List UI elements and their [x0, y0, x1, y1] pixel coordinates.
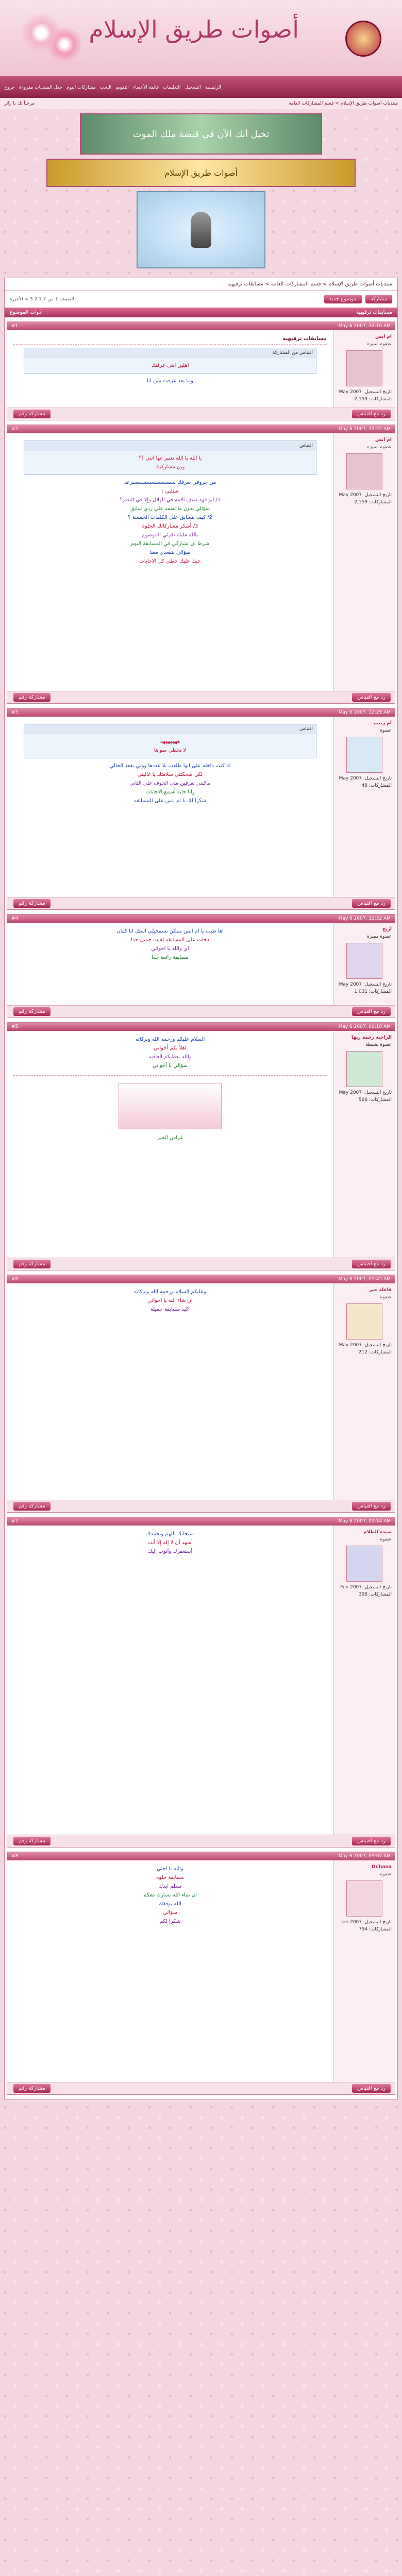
- quote-body: [24, 358, 316, 373]
- post-body: [7, 433, 395, 691]
- post-body: [7, 1031, 395, 1258]
- nav-link[interactable]: مشاركات اليوم: [66, 85, 96, 90]
- signature-text: غراس الخير: [157, 1135, 183, 1141]
- quote-reply-button[interactable]: رد مع اقتباس: [352, 1260, 391, 1268]
- post-line: 2/ كيف نتسابق على الكلمات الخمسة ؟: [127, 515, 212, 521]
- post-body: [7, 330, 395, 408]
- post-number[interactable]: #2: [11, 427, 19, 432]
- quote-box: [24, 348, 316, 374]
- post-line: تسلم ايدك: [159, 1884, 181, 1889]
- avatar: [346, 1051, 382, 1087]
- banner-death[interactable]: [80, 113, 322, 155]
- thread-title-bar: [5, 308, 397, 317]
- quote-header: اقتباس: [24, 724, 316, 734]
- post: [7, 1022, 395, 1270]
- user-meta: تاريخ التسجيل: May 2007: [339, 1342, 392, 1348]
- post-footer: [7, 408, 395, 420]
- post: [7, 321, 395, 420]
- quote-reply-button[interactable]: رد مع اقتباس: [352, 1837, 391, 1845]
- user-meta: المشاركات: 398: [358, 1592, 392, 1598]
- username[interactable]: الراجية رحمة ربها: [351, 1035, 392, 1040]
- post-date: May 6 2007, 01:10 AM: [338, 1024, 391, 1029]
- quote-line: لا تحطي سواها: [154, 748, 187, 754]
- post-line: أستغفرك وأتوب إليك: [147, 1549, 193, 1554]
- breadcrumb-path[interactable]: منتديات أصوات طريق الإسلام > قسم المشاركات العامة > مسابقات ترفيهية: [227, 281, 392, 287]
- banner-death-text: تخيل أنك الآن في قبضة ملك الموت: [132, 128, 270, 140]
- user-meta: تاريخ التسجيل: May 2007: [339, 389, 392, 395]
- post-footer: [7, 1500, 395, 1512]
- quote-line: هههههههه: [160, 739, 180, 745]
- post-content: [7, 433, 333, 691]
- post-line: وعليكم السلام ورحمة الله وبركاته: [134, 1289, 206, 1295]
- post-text: [13, 377, 327, 385]
- post-date: May 6 2007, 03:07 AM: [338, 1854, 391, 1859]
- avatar: [346, 943, 382, 979]
- post-number[interactable]: #5: [11, 1024, 19, 1029]
- post-header: [7, 1023, 395, 1031]
- post-line: اي والله يا اخواتي: [151, 946, 189, 952]
- username[interactable]: فاعلة خير: [369, 1287, 392, 1293]
- microphone-icon: [191, 212, 211, 248]
- nav-link[interactable]: قائمة الأعضاء: [132, 85, 159, 90]
- quote-body: [24, 451, 316, 474]
- post-date: May 6 2007, 02:14 AM: [338, 1519, 391, 1524]
- post-line: من حروفي نعرفك بسسسسسسسسسرعه: [124, 480, 216, 486]
- post: [7, 1852, 395, 2095]
- user-meta: تاريخ التسجيل: Jan 2007: [341, 1919, 392, 1925]
- post-line: سؤالي يا أخواتي: [153, 1063, 188, 1069]
- post-line: شرط ان تشاركي في المسابقة اليوم: [131, 541, 209, 547]
- avatar: [346, 453, 382, 489]
- post-header: [7, 425, 395, 433]
- post-line: ان شاء الله يا اخواتي: [147, 1298, 193, 1303]
- post-line: السلام عليكم ورحمة الله وبركاته: [135, 1037, 205, 1042]
- post: [7, 1517, 395, 1848]
- user-role: عضوة مميزة: [367, 445, 392, 450]
- site-emblem-icon[interactable]: [345, 21, 381, 57]
- post: [7, 708, 395, 910]
- user-meta: المشاركات: 2,159: [354, 500, 392, 505]
- user-role: عضوة نشيطة: [365, 1042, 392, 1048]
- post-line: 1/ ابو فهد ضيف الامة في الهلال وإلا في النصر؟: [119, 497, 221, 503]
- post-date: May 6 2007, 12:32 AM: [338, 916, 391, 921]
- post-line: مسابقة رائعة جدا: [152, 955, 189, 960]
- top-navbar: [0, 77, 402, 98]
- nav-link[interactable]: الرئيسية: [205, 85, 221, 90]
- signature: [13, 1075, 327, 1142]
- user-info: [333, 330, 395, 408]
- post-line: والله يعطيكم العافية: [148, 1054, 192, 1060]
- user-info: [333, 717, 395, 897]
- breadcrumb: [5, 278, 397, 291]
- nav-link[interactable]: التعليمات: [163, 85, 181, 90]
- thread-tools[interactable]: أدوات الموضوع: [10, 310, 43, 315]
- post-line: سؤالي بتقعدي معنا: [149, 550, 191, 556]
- post-text: [13, 761, 327, 805]
- post-title: مسابقات ترفيهية: [13, 334, 327, 345]
- post-date: May 6 2007, 12:29 AM: [338, 710, 391, 715]
- post-line: ان شاء الله نشارك معكم: [143, 1892, 197, 1898]
- user-meta: المشاركات: 48: [361, 783, 392, 789]
- post-link-button[interactable]: مشاركة رقم: [13, 410, 51, 418]
- post-line: وانا بعد عرفت مين انا: [147, 378, 193, 384]
- post-line: أشهد أن لا إله إلا أنت: [147, 1540, 193, 1546]
- post-line: حبك عليك حطي كل الاجابات: [139, 558, 201, 565]
- post-line: 3/ أشكر مشاركاتك الحلوة: [142, 523, 198, 530]
- posts-list: [5, 321, 397, 2095]
- quote-line: يا الله يا الله تعتبر انها انتي ؟؟: [138, 455, 202, 462]
- user-meta: تاريخ التسجيل: May 2007: [339, 981, 392, 987]
- post: [7, 914, 395, 1018]
- post-line: انا كنت داخله على انها طلعت بلا عددها ووتي بقعد الحالي: [109, 763, 231, 769]
- banner-sounds[interactable]: [46, 159, 356, 187]
- post-line: شكرا لك يا ام انس على المسابقة: [133, 798, 207, 804]
- avatar: [346, 350, 382, 386]
- signature-image: [119, 1083, 222, 1129]
- user-meta: المشاركات: 212: [358, 1350, 392, 1355]
- nav-link[interactable]: البحث: [99, 85, 112, 90]
- post-text: [13, 927, 327, 962]
- post-link-button[interactable]: مشاركة رقم: [13, 1502, 51, 1511]
- top-strip: [0, 98, 402, 109]
- post-footer: [7, 897, 395, 909]
- post-content: [7, 717, 333, 897]
- post-text: [13, 1035, 327, 1070]
- post-link-button[interactable]: مشاركة رقم: [13, 693, 51, 702]
- user-info: [333, 1526, 395, 1835]
- nav-link[interactable]: جعل المنتديات مقروءة: [19, 85, 63, 90]
- post-text: [13, 1287, 327, 1314]
- post-link-button[interactable]: مشاركة رقم: [13, 2084, 51, 2093]
- post-content: [7, 1860, 333, 2082]
- post-header: [7, 322, 395, 330]
- quote-box: [24, 724, 316, 758]
- user-meta: تاريخ التسجيل: May 2007: [339, 775, 392, 781]
- post-date: May 6 2007, 01:45 AM: [338, 1277, 391, 1282]
- post-text: [13, 1530, 327, 1556]
- user-meta: المشاركات: 754: [358, 1927, 392, 1933]
- user-meta: تاريخ التسجيل: May 2007: [339, 1090, 392, 1095]
- post-text: [13, 1865, 327, 1926]
- avatar: [346, 737, 382, 773]
- post-content: [7, 330, 333, 408]
- banner-mic[interactable]: [137, 191, 265, 268]
- post-header: [7, 1852, 395, 1860]
- post-body: [7, 1526, 395, 1835]
- post-header: [7, 1517, 395, 1526]
- post-line: سؤالي: [163, 1910, 177, 1916]
- post-text: [13, 478, 327, 566]
- post-line: لكن ضحكتني سلامتك يا غاليتي: [137, 772, 203, 778]
- post-line: بالله عليك تقرئي الموضوع: [142, 532, 198, 538]
- nav-link[interactable]: التقويم: [115, 85, 129, 90]
- quote-header: اقتباس من المشاركة: [24, 348, 316, 358]
- post-body: [7, 923, 395, 1005]
- username[interactable]: ام انس: [375, 437, 392, 443]
- user-role: عضوة مميزة: [367, 934, 392, 940]
- post-line: شكرا لكم: [159, 1919, 181, 1924]
- post-header: [7, 914, 395, 923]
- post-date: May 6 2007, 12:22 AM: [338, 427, 391, 432]
- user-role: عضوة مميزة: [367, 342, 392, 347]
- quote-reply-button[interactable]: رد مع اقتباس: [352, 1502, 391, 1511]
- username[interactable]: أريج: [382, 927, 392, 932]
- post-footer: [7, 691, 395, 703]
- user-info: [333, 1860, 395, 2082]
- post: [7, 425, 395, 704]
- post-footer: [7, 2082, 395, 2094]
- post-footer: [7, 1005, 395, 1018]
- username[interactable]: Dr.hana: [371, 1865, 392, 1870]
- quote-box: [24, 440, 316, 475]
- post-line: اهلاً بكم أخواتي: [154, 1045, 187, 1051]
- user-meta: تاريخ التسجيل: May 2007: [339, 492, 392, 498]
- post-number[interactable]: #8: [11, 1854, 19, 1859]
- quote-reply-button[interactable]: رد مع اقتباس: [352, 1007, 391, 1016]
- quote-reply-button[interactable]: رد مع اقتباس: [352, 410, 391, 418]
- new-topic-button[interactable]: موضوع جديد: [324, 295, 362, 303]
- user-info: [333, 1283, 395, 1500]
- post-number[interactable]: #1: [11, 324, 19, 329]
- user-role: عضوة: [380, 1537, 392, 1543]
- user-role: عضوة: [380, 728, 392, 734]
- post-link-button[interactable]: مشاركة رقم: [13, 899, 51, 908]
- quote-reply-button[interactable]: رد مع اقتباس: [352, 2084, 391, 2093]
- quote-reply-button[interactable]: رد مع اقتباس: [352, 693, 391, 702]
- user-info: [333, 433, 395, 691]
- user-role: عضوة: [380, 1295, 392, 1300]
- user-meta: المشاركات: 1,031: [354, 989, 392, 995]
- post-content: [7, 1526, 333, 1835]
- user-info: [333, 923, 395, 1005]
- post-body: [7, 1860, 395, 2082]
- post-line: الله يوفقك: [159, 1901, 181, 1907]
- site-title[interactable]: أصوات طريق الإسلام: [89, 15, 299, 43]
- post-link-button[interactable]: مشاركة رقم: [13, 1260, 51, 1268]
- username[interactable]: سيدة الظلام: [363, 1530, 392, 1535]
- thread-controls: [5, 291, 397, 308]
- nav-link[interactable]: التسجيل: [185, 85, 201, 90]
- post-line: وانا حابة أسمع الاجابات: [145, 789, 195, 795]
- post-line: سؤالي بدون ما تعتمد علي ردي سابق: [130, 506, 210, 512]
- user-role: عضوة: [380, 1872, 392, 1877]
- post-number[interactable]: #6: [11, 1277, 19, 1282]
- post-number[interactable]: #7: [11, 1519, 19, 1524]
- post-footer: [7, 1258, 395, 1270]
- post-line: سبحانك اللهم وبحمدك: [146, 1531, 194, 1537]
- banner-sounds-text: أصوات طريق الإسلام: [164, 168, 238, 178]
- post-number[interactable]: #4: [11, 916, 19, 921]
- post-footer: [7, 1835, 395, 1847]
- quote-body: [24, 734, 316, 758]
- welcome-text: مرحباً بك يا زائر: [4, 101, 35, 106]
- user-meta: المشاركات: 566: [358, 1097, 392, 1103]
- thread-title: مسابقات ترفيهية: [356, 310, 392, 315]
- post-date: May 6 2007, 12:16 AM: [338, 324, 391, 329]
- quote-line: وين مشاركتك: [155, 464, 185, 470]
- post-line: اكيد مسابقة جميلة: [150, 1307, 190, 1312]
- user-info: [333, 1031, 395, 1258]
- post-body: [7, 717, 395, 897]
- post: [7, 1275, 395, 1513]
- post-content: [7, 1031, 333, 1258]
- avatar: [346, 1546, 382, 1582]
- breadcrumb-top[interactable]: منتديات أصوات طريق الإسلام > قسم المشاركات العامة: [289, 101, 398, 106]
- username[interactable]: ام انس: [375, 334, 392, 340]
- user-meta: المشاركات: 2,159: [354, 397, 392, 402]
- pager[interactable]: الصفحة 1 من 7 1 2 3 > الأخيرة: [10, 296, 74, 302]
- quote-header: اقتباس: [24, 441, 316, 451]
- forum-container: [4, 278, 398, 2099]
- reply-button[interactable]: مشاركة: [365, 295, 392, 303]
- username[interactable]: أم زينب: [374, 721, 392, 726]
- post-header: [7, 1275, 395, 1283]
- post-header: [7, 708, 395, 717]
- flowers-decoration: [10, 10, 88, 67]
- quote-line: اهلين انتي عرفتك: [151, 363, 189, 369]
- post-line: سئلتي :: [161, 488, 179, 495]
- avatar: [346, 1303, 382, 1340]
- site-header: [0, 0, 402, 77]
- avatar: [346, 1880, 382, 1917]
- quote-reply-button[interactable]: رد مع اقتباس: [352, 899, 391, 908]
- post-link-button[interactable]: مشاركة رقم: [13, 1007, 51, 1016]
- post-line: دخلت على المسابقة لقيت جميل جدا: [131, 937, 209, 943]
- post-content: [7, 923, 333, 1005]
- user-meta: تاريخ التسجيل: Feb 2007: [340, 1584, 392, 1590]
- post-line: ماكنتي تعرفين متى الخوف على التاني: [129, 781, 211, 787]
- post-line: مسابقة حلوة: [156, 1875, 184, 1880]
- post-line: والله يا اختي: [157, 1866, 183, 1872]
- post-number[interactable]: #3: [11, 710, 19, 715]
- nav-link[interactable]: خروج: [4, 85, 15, 90]
- post-body: [7, 1283, 395, 1500]
- post-link-button[interactable]: مشاركة رقم: [13, 1837, 51, 1845]
- post-content: [7, 1283, 333, 1500]
- post-line: اها طيب يا ام انس ممكن تسمحيلي اسئل انا كمان: [116, 928, 224, 934]
